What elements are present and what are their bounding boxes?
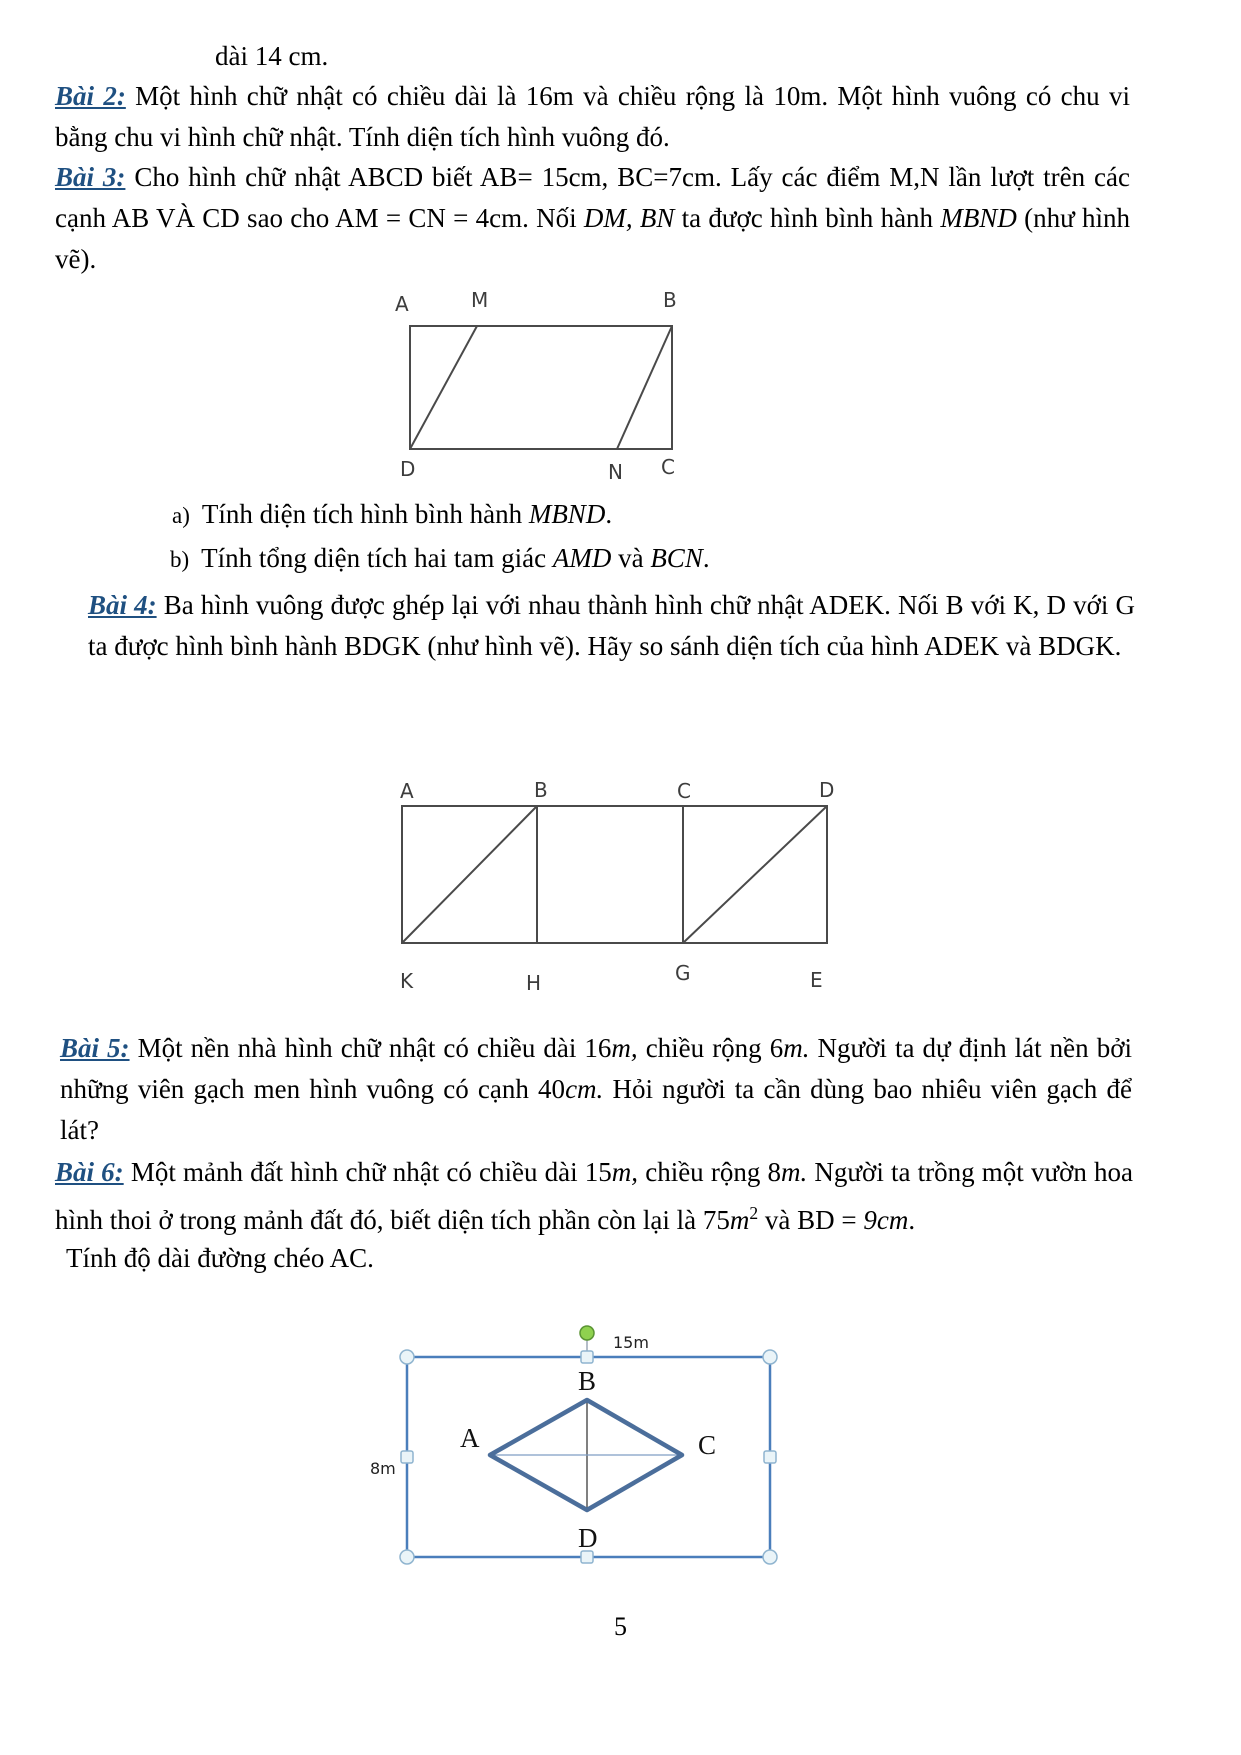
selection-handle-left: [401, 1451, 413, 1463]
rectangle-abcd: [410, 326, 672, 449]
selection-handle-right: [764, 1451, 776, 1463]
problem-2: [55, 76, 1130, 158]
vertex-label-d: D: [819, 778, 835, 802]
problem-4: [88, 585, 1135, 667]
problem-5-label: Bài 5:: [60, 1033, 130, 1063]
problem-6-unit-m2: m.: [781, 1157, 808, 1187]
vertex-label-c: C: [677, 779, 691, 803]
segment-md: [410, 326, 477, 449]
item-a: [172, 494, 612, 536]
vertex-label-b: B: [534, 778, 548, 802]
problem-3-text: Cho hình chữ nhật ABCD biết AB= 15cm, BC=7cm. Lấy các điểm M,N lần lượt trên các cạnh AB VÀ CD sao cho AM = CN = 4cm. Nối: [55, 162, 1130, 233]
vertex-label-a: A: [400, 779, 414, 803]
problem-3-italic-dm-bn: DM, BN: [583, 203, 675, 233]
problem-6-text: Một mảnh đất hình chữ nhật có chiều dài 15: [123, 1157, 612, 1187]
problem-3-text3: (như hình vẽ).: [55, 203, 1130, 274]
problem-5-text3: Người ta dự định lát nền bởi những viên gạch men hình vuông có cạnh 40: [60, 1033, 1132, 1104]
segment-bn: [617, 326, 672, 449]
selection-handle-bottom-left: [400, 1550, 414, 1564]
vertex-label-n: N: [608, 460, 623, 484]
vertex-label-c: C: [661, 455, 675, 479]
rotate-handle-icon: [580, 1326, 594, 1340]
item-b-text: Tính tổng diện tích hai tam giác AMD và BCN.: [201, 543, 710, 573]
problem-3: [55, 157, 1130, 280]
problem-6-text4: và BD =: [758, 1205, 864, 1235]
vertex-label-a: A: [460, 1423, 480, 1453]
item-a-text: Tính diện tích hình bình hành MBND.: [201, 499, 613, 529]
figure-rhombus-in-rectangle: [330, 1300, 810, 1600]
problem-6-text5: .: [908, 1205, 916, 1235]
diagonal-kb: [402, 806, 537, 943]
rectangle-adek: [402, 806, 827, 943]
problem-6-unit-9cm: 9cm: [863, 1205, 909, 1235]
problem-5-unit-m2: m.: [783, 1033, 810, 1063]
selection-handle-bottom-right: [763, 1550, 777, 1564]
problem-6-last-line: Tính độ dài đường chéo AC.: [66, 1243, 374, 1273]
problem-3-text2: ta được hình bình hành: [674, 203, 941, 233]
problem-6-superscript-2: 2: [749, 1203, 759, 1223]
vertex-label-m: M: [471, 288, 489, 312]
problem-6-text3: Người ta trồng một vườn hoa hình thoi ở trong mảnh đất đó, biết diện tích phần còn lại là 75: [55, 1157, 1133, 1235]
problem-5-unit-m1: m,: [611, 1033, 638, 1063]
dimension-label-width: 15m: [613, 1333, 649, 1352]
vertex-label-d: D: [400, 457, 416, 481]
item-b-marker: b): [170, 547, 190, 572]
diagonal-gd: [683, 806, 827, 943]
problem-2-text: Một hình chữ nhật có chiều dài là 16m và chiều rộng là 10m. Một hình vuông có chu vi bằng chu vi hình chữ nhật. Tính diện tích hình vuông đó.: [55, 81, 1130, 152]
figure-three-squares-adek: [360, 700, 840, 1000]
problem-6-text2: chiều rộng 8: [638, 1157, 781, 1187]
problem-5-text2: chiều rộng 6: [637, 1033, 784, 1063]
vertex-label-k: K: [400, 969, 414, 993]
problem-6-unit-m1: m,: [611, 1157, 639, 1187]
vertex-label-d: D: [578, 1523, 598, 1553]
problem-6-label: Bài 6:: [55, 1157, 124, 1187]
problem-2-label: Bài 2:: [55, 81, 126, 111]
problem-5-text: Một nền nhà hình chữ nhật có chiều dài 16: [129, 1033, 612, 1063]
problem-6-unit-m3: m: [729, 1205, 750, 1235]
problem-4-text: Ba hình vuông được ghép lại với nhau thành hình chữ nhật ADEK. Nối B với K, D với G ta được hình bình hành BDGK (như hình vẽ). Hãy so sánh diện tích của hình ADEK và BDGK.: [88, 590, 1135, 661]
vertex-label-b: B: [578, 1366, 597, 1396]
vertex-label-a: A: [395, 292, 409, 316]
problem-5-text4: Hỏi người ta cần dùng bao nhiêu viên gạch để lát?: [60, 1074, 1132, 1145]
problem-5: [60, 1028, 1132, 1151]
problem-3-italic-mbnd: MBND: [940, 203, 1017, 233]
selection-handle-top-left: [400, 1350, 414, 1364]
item-a-marker: a): [172, 503, 190, 528]
problem-4-label: Bài 4:: [88, 590, 157, 620]
selection-handle-top: [581, 1351, 593, 1363]
vertex-label-g: G: [675, 961, 691, 985]
vertex-label-e: E: [810, 968, 823, 992]
selection-handle-top-right: [763, 1350, 777, 1364]
intro-line: dài 14 cm.: [215, 41, 329, 71]
vertex-label-b: B: [663, 288, 677, 312]
vertex-label-c: C: [698, 1430, 717, 1460]
page-number: 5: [614, 1612, 627, 1641]
dimension-label-height: 8m: [370, 1459, 396, 1478]
vertex-label-h: H: [526, 971, 542, 995]
problem-5-unit-cm: cm.: [565, 1074, 604, 1104]
figure-parallelogram-mbnd: [355, 278, 700, 493]
problem-3-label: Bài 3:: [55, 162, 126, 192]
problem-6: [55, 1152, 1133, 1241]
item-b: [170, 538, 710, 580]
